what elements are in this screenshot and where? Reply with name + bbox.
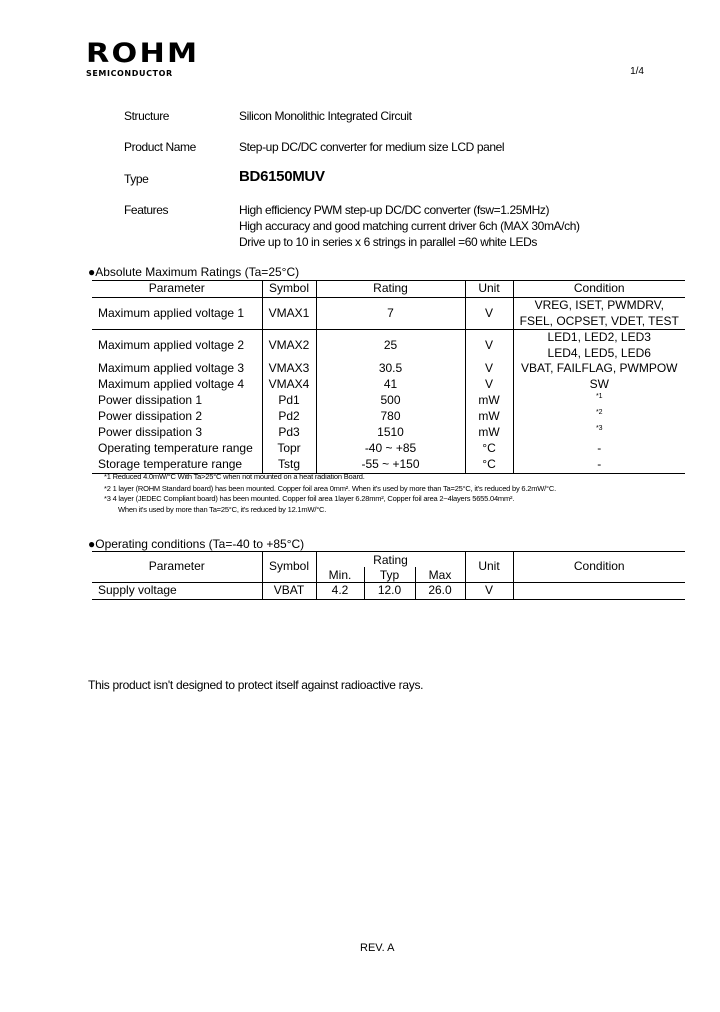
param-cell: Maximum applied voltage 1 [98,305,245,320]
symbol-cell: Tstg [262,457,316,474]
param-cell: Storage temperature range [98,457,243,472]
features-label: Features [124,203,169,217]
table-row [92,425,685,441]
condition-cell [513,583,685,600]
condition-cell: SW [513,377,685,393]
rating-cell: 30.5 [316,361,465,377]
unit-cell: V [465,377,513,393]
header-condition: Condition [513,281,685,298]
structure-value: Silicon Monolithic Integrated Circuit [239,109,412,123]
table-header-row [92,281,685,298]
symbol-cell: Pd1 [262,393,316,409]
header-condition: Condition [513,552,685,583]
type-value: BD6150MUV [239,168,325,185]
condition-line: LED4, LED5, LED6 [547,345,651,360]
param-cell: Supply voltage [98,583,177,598]
footnote-2: *2 1 layer (ROHM Standard board) has been mounted. Copper foil area 0mm². When it's used by more than Ta=25°C, it's reduced by 6.2mW/°C. [104,484,556,493]
header-parameter: Parameter [148,281,205,296]
product-name-label: Product Name [124,140,196,154]
param-cell: Operating temperature range [98,441,253,456]
structure-label: Structure [124,109,170,123]
unit-cell: V [465,361,513,377]
op-cond-title: ●Operating conditions (Ta=-40 to +85°C) [88,537,305,551]
footnote-3-continued: When it's used by more than Ta=25°C, it's reduced by 12.1mW/°C. [118,505,327,514]
header-unit: Unit [465,281,513,298]
symbol-cell: VMAX2 [262,330,316,362]
feature-item: High accuracy and good matching current driver 6ch (MAX 30mA/ch) [239,219,580,233]
rating-cell: 780 [316,409,465,425]
logo-subtext: SEMICONDUCTOR [86,69,173,78]
rating-cell: 500 [316,393,465,409]
typ-cell: 12.0 [364,583,415,600]
condition-cell [513,409,685,425]
footnote-ref: *1 [595,393,603,401]
table-row [92,409,685,425]
header-rating: Rating [316,552,465,568]
unit-cell: mW [465,425,513,441]
rating-cell: 41 [316,377,465,393]
min-cell: 4.2 [316,583,364,600]
rating-cell: -40 ~ +85 [316,441,465,457]
page-number: 1/4 [630,66,644,77]
condition-cell: VBAT, FAILFLAG, PWMPOW [513,361,685,377]
unit-cell: V [465,298,513,330]
rating-cell: 1510 [316,425,465,441]
unit-cell: mW [465,409,513,425]
table-row [92,583,685,600]
rating-cell: 25 [316,330,465,362]
logo-text: ROHM [86,38,200,69]
product-name-value: Step-up DC/DC converter for medium size LCD panel [239,140,505,154]
header-symbol: Symbol [262,281,316,298]
condition-cell [513,298,685,330]
rating-cell: 7 [316,298,465,330]
footnote-ref: *2 [595,409,603,417]
condition-cell: - [513,457,685,474]
symbol-cell: Pd3 [262,425,316,441]
param-cell: Maximum applied voltage 2 [98,337,245,352]
symbol-cell: VBAT [262,583,316,600]
rohm-logo [86,38,200,79]
param-cell: Power dissipation 3 [98,425,203,440]
header-min: Min. [316,567,364,583]
revision-label: REV. A [360,942,395,954]
condition-line: VREG, ISET, PWMDRV, [534,298,664,312]
table-header-row [92,552,685,568]
unit-cell: V [465,330,513,362]
unit-cell: °C [465,441,513,457]
condition-cell: - [513,441,685,457]
radiation-note: This product isn't designed to protect itself against radioactive rays. [88,678,424,692]
abs-max-title: ●Absolute Maximum Ratings (Ta=25°C) [88,265,300,279]
param-cell: Power dissipation 2 [98,409,203,424]
table-row [92,393,685,409]
param-cell: Maximum applied voltage 3 [98,361,245,376]
header-rating: Rating [316,281,465,298]
table-row [92,441,685,457]
type-label: Type [124,172,149,186]
param-cell: Maximum applied voltage 4 [98,377,245,392]
condition-cell [513,393,685,409]
symbol-cell: VMAX4 [262,377,316,393]
symbol-cell: Pd2 [262,409,316,425]
symbol-cell: VMAX3 [262,361,316,377]
unit-cell: mW [465,393,513,409]
condition-cell [513,330,685,362]
table-row [92,377,685,393]
symbol-cell: VMAX1 [262,298,316,330]
param-cell: Power dissipation 1 [98,393,203,408]
feature-item: Drive up to 10 in series x 6 strings in parallel =60 white LEDs [239,235,537,249]
footnote-3: *3 4 layer (JEDEC Compliant board) has been mounted. Copper foil area 1layer 6.28mm², Copper foil area 2~4layers 5655.04mm². [104,494,515,503]
header-typ: Typ [364,567,415,583]
condition-cell [513,425,685,441]
header-max: Max [415,567,465,583]
max-cell: 26.0 [415,583,465,600]
rating-cell: -55 ~ +150 [316,457,465,474]
header-symbol: Symbol [262,552,316,583]
condition-line: LED1, LED2, LED3 [547,330,651,344]
table-row [92,330,685,362]
footnote-ref: *3 [595,425,603,433]
unit-cell: °C [465,457,513,474]
footnote-1: *1 Reduced 4.0mW/°C With Ta>25°C when not mounted on a heat radiation Board. [104,472,365,481]
op-cond-table [92,551,685,600]
feature-item: High efficiency PWM step-up DC/DC converter (fsw=1.25MHz) [239,203,550,217]
table-row [92,298,685,330]
header-unit: Unit [465,552,513,583]
condition-line: FSEL, OCPSET, VDET, TEST [519,313,679,328]
unit-cell: V [465,583,513,600]
symbol-cell: Topr [262,441,316,457]
abs-max-table [92,280,685,474]
table-row [92,361,685,377]
header-parameter: Parameter [148,559,205,574]
